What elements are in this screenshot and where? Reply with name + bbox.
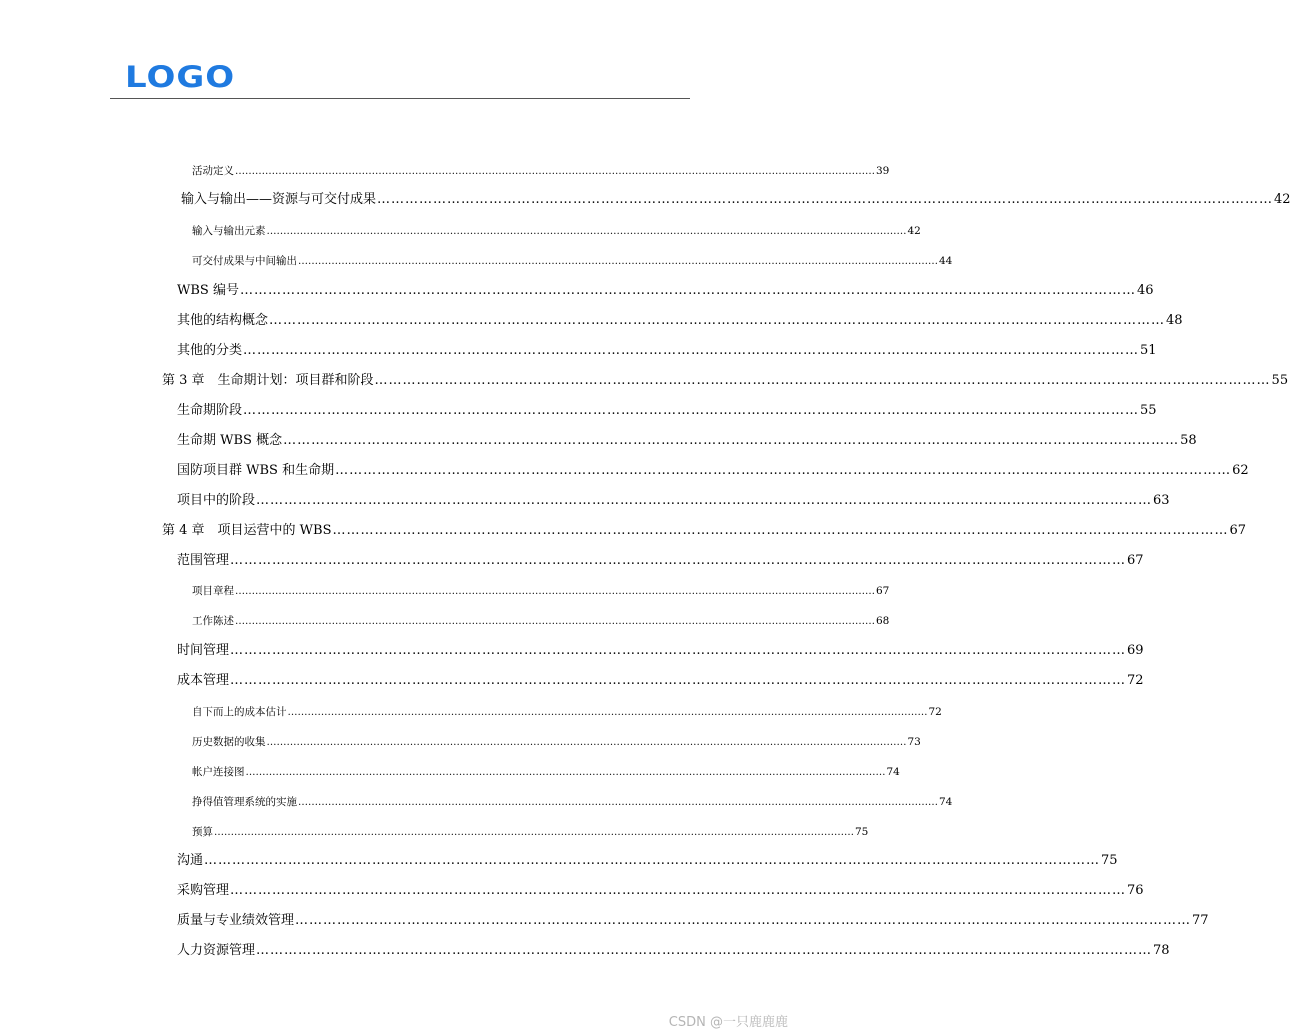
toc-page-number: 46: [1136, 283, 1154, 298]
toc-page-number: 63: [1153, 493, 1170, 508]
toc-entry[interactable]: [192, 582, 890, 601]
toc-chapter-entry[interactable]: [162, 522, 1247, 540]
toc-page-number: 42: [907, 225, 921, 237]
toc-entry[interactable]: [177, 342, 1157, 360]
toc-page-number: 67: [876, 585, 890, 597]
toc-dot-leader: …………………………………………………………………………………………………………………………………………………………………………: [256, 493, 1153, 508]
toc-page-number: 72: [928, 706, 942, 718]
toc-dot-leader: …………………………………………………………………………………………………………………………………………………………………………: [377, 192, 1274, 207]
toc-dot-leader: …………………………………………………………………………………………………………………………………………………………………………: [230, 883, 1127, 898]
toc-page-number: 72: [1127, 673, 1144, 688]
toc-chapter-entry[interactable]: [162, 372, 1289, 390]
toc-dot-leader: …………………………………………………………………………………………………………………………………………………………………………: [243, 403, 1140, 418]
toc-dot-leader: …………………………………………………………………………………………………………………………………………………………………………: [239, 283, 1136, 298]
toc-entry-title: 可交付成果与中间输出: [192, 255, 297, 267]
toc-entry-title: 其他的结构概念: [177, 313, 269, 328]
toc-dot-leader: …………………………………………………………………………………………………………………………………………………………………………: [243, 343, 1140, 358]
toc-entry[interactable]: [177, 552, 1144, 570]
toc-page-number: 39: [876, 165, 890, 177]
toc-entry-title: 输入与输出——资源与可交付成果: [181, 192, 377, 207]
toc-entry-title: 质量与专业绩效管理: [177, 913, 295, 928]
toc-entry[interactable]: [177, 642, 1144, 660]
toc-entry-title: 生命期 WBS 概念: [177, 433, 283, 448]
toc-page-number: 68: [876, 615, 890, 627]
toc-entry-title: 项目中的阶段: [177, 493, 256, 508]
toc-page-number: 55: [1140, 403, 1157, 418]
toc-page-number: 44: [939, 255, 953, 267]
toc-entry-title: 时间管理: [177, 643, 230, 658]
toc-entry[interactable]: [177, 942, 1170, 960]
toc-page-number: 58: [1180, 433, 1197, 448]
toc-page-number: 67: [1127, 553, 1144, 568]
toc-page-number: 77: [1192, 913, 1209, 928]
toc-dot-leader: …………………………………………………………………………………………………………………………………………………………………………: [214, 827, 854, 838]
toc-page-number: 74: [886, 766, 900, 778]
toc-entry-title: 成本管理: [177, 673, 230, 688]
toc-page-number: 62: [1232, 463, 1249, 478]
toc-entry[interactable]: [177, 912, 1209, 930]
toc-dot-leader: …………………………………………………………………………………………………………………………………………………………………………: [235, 586, 875, 597]
toc-dot-leader: …………………………………………………………………………………………………………………………………………………………………………: [230, 673, 1127, 688]
toc-dot-leader: …………………………………………………………………………………………………………………………………………………………………………: [230, 643, 1127, 658]
toc-entry[interactable]: [181, 191, 1291, 209]
toc-entry[interactable]: [192, 222, 921, 241]
toc-entry-title: 挣得值管理系统的实施: [192, 796, 297, 808]
toc-entry-title: 活动定义: [192, 165, 234, 177]
toc-dot-leader: …………………………………………………………………………………………………………………………………………………………………………: [235, 616, 875, 627]
toc-dot-leader: …………………………………………………………………………………………………………………………………………………………………………: [245, 767, 886, 778]
toc-dot-leader: …………………………………………………………………………………………………………………………………………………………………………: [298, 797, 938, 808]
toc-entry-title: 其他的分类: [177, 343, 243, 358]
toc-dot-leader: …………………………………………………………………………………………………………………………………………………………………………: [269, 313, 1166, 328]
toc-entry-title: 第 4 章 项目运营中的 WBS: [162, 523, 332, 538]
toc-entry[interactable]: [192, 612, 890, 631]
toc-page-number: 75: [855, 826, 869, 838]
toc-entry-title: 范围管理: [177, 553, 230, 568]
toc-dot-leader: …………………………………………………………………………………………………………………………………………………………………………: [266, 737, 907, 748]
toc-entry[interactable]: [192, 763, 900, 782]
toc-entry-title: 沟通: [177, 853, 204, 868]
toc-page-number: 48: [1166, 313, 1183, 328]
toc-dot-leader: …………………………………………………………………………………………………………………………………………………………………………: [256, 943, 1153, 958]
toc-page-number: 74: [939, 796, 953, 808]
toc-entry[interactable]: [192, 733, 921, 752]
toc-entry-title: 帐户连接图: [192, 766, 245, 778]
toc-dot-leader: …………………………………………………………………………………………………………………………………………………………………………: [204, 853, 1101, 868]
toc-dot-leader: …………………………………………………………………………………………………………………………………………………………………………: [374, 373, 1271, 388]
toc-dot-leader: …………………………………………………………………………………………………………………………………………………………………………: [283, 433, 1180, 448]
toc-entry[interactable]: [192, 252, 953, 271]
toc-entry-title: 人力资源管理: [177, 943, 256, 958]
toc-entry[interactable]: [192, 823, 869, 842]
toc-dot-leader: …………………………………………………………………………………………………………………………………………………………………………: [230, 553, 1127, 568]
toc-page-number: 76: [1127, 883, 1144, 898]
toc-entry-title: 国防项目群 WBS 和生命期: [177, 463, 335, 478]
toc-entry[interactable]: [177, 672, 1144, 690]
toc-dot-leader: …………………………………………………………………………………………………………………………………………………………………………: [335, 463, 1232, 478]
toc-entry[interactable]: [192, 162, 890, 181]
toc-page-number: 51: [1140, 343, 1157, 358]
toc-entry-title: 生命期阶段: [177, 403, 243, 418]
toc-entry[interactable]: [177, 432, 1197, 450]
toc-dot-leader: …………………………………………………………………………………………………………………………………………………………………………: [332, 523, 1229, 538]
toc-entry-title: 项目章程: [192, 585, 234, 597]
toc-dot-leader: …………………………………………………………………………………………………………………………………………………………………………: [287, 707, 928, 718]
toc-page-number: 78: [1153, 943, 1170, 958]
toc-entry[interactable]: [177, 462, 1249, 480]
toc-page-number: 75: [1101, 853, 1118, 868]
toc-entry-title: WBS 编号: [177, 283, 239, 298]
toc-entry[interactable]: [177, 852, 1118, 870]
toc-dot-leader: …………………………………………………………………………………………………………………………………………………………………………: [235, 166, 875, 177]
toc-entry-title: 采购管理: [177, 883, 230, 898]
toc-entry[interactable]: [177, 282, 1154, 300]
toc-entry[interactable]: [192, 703, 942, 722]
toc-entry-title: 输入与输出元素: [192, 225, 266, 237]
logo: LOGO: [125, 60, 236, 95]
toc-entry[interactable]: [177, 492, 1170, 510]
toc-dot-leader: …………………………………………………………………………………………………………………………………………………………………………: [295, 913, 1192, 928]
watermark: CSDN @一只鹿鹿鹿: [668, 1015, 788, 1030]
toc-dot-leader: …………………………………………………………………………………………………………………………………………………………………………: [266, 226, 907, 237]
toc-dot-leader: …………………………………………………………………………………………………………………………………………………………………………: [298, 256, 938, 267]
toc-entry[interactable]: [192, 793, 953, 812]
toc-entry-title: 工作陈述: [192, 615, 234, 627]
toc-page-number: 42: [1274, 192, 1291, 207]
toc-page-number: 69: [1127, 643, 1144, 658]
toc-entry[interactable]: [177, 312, 1183, 330]
toc-entry-title: 第 3 章 生命期计划：项目群和阶段: [162, 373, 374, 388]
toc-entry[interactable]: [177, 402, 1157, 420]
toc-page-number: 55: [1271, 373, 1289, 388]
toc-page-number: 67: [1229, 523, 1247, 538]
toc-page-number: 73: [907, 736, 921, 748]
toc-entry-title: 预算: [192, 826, 213, 838]
toc-entry-title: 自下而上的成本估计: [192, 706, 287, 718]
toc-entry[interactable]: [177, 882, 1144, 900]
toc-entry-title: 历史数据的收集: [192, 736, 266, 748]
